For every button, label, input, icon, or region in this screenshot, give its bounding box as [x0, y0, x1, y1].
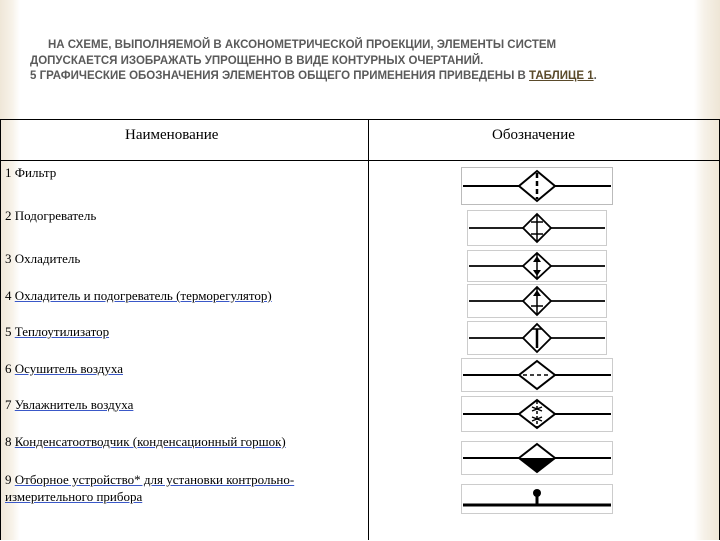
table-header-divider	[0, 160, 720, 161]
row-number: 7	[5, 397, 12, 412]
header-line-1: НА СХЕМЕ, ВЫПОЛНЯЕМОЙ В АКСОНОМЕТРИЧЕСКОЙ ПРОЕКЦИИ, ЭЛЕМЕНТЫ СИСТЕМ	[48, 39, 557, 51]
row-number: 2	[5, 208, 12, 223]
table-row-3	[5, 250, 365, 267]
row-label: Осушитель воздуха	[14, 361, 123, 376]
table-row-5	[5, 323, 365, 340]
row-number: 8	[5, 434, 12, 449]
header-line-3-text: 5 ГРАФИЧЕСКИЕ ОБОЗНАЧЕНИЯ ЭЛЕМЕНТОВ ОБЩЕГО ПРИМЕНЕНИЯ ПРИВЕДЕНЫ В	[30, 70, 530, 82]
steam-trap-symbol-icon	[461, 441, 613, 475]
table-row-2	[5, 207, 365, 224]
row-label: Подогреватель	[14, 208, 97, 223]
row-label: Теплоутилизатор	[14, 324, 110, 339]
heat-recovery-symbol-icon	[467, 321, 607, 355]
cooler-symbol-icon	[467, 250, 607, 282]
table-reference-link[interactable]: ТАБЛИЦЕ 1	[529, 70, 594, 82]
column-header-symbol: Обозначение	[492, 127, 575, 143]
row-label: Конденсатоотводчик (конденсационный горшок)	[14, 434, 286, 449]
row-number: 1	[5, 165, 12, 180]
table-row-1	[5, 164, 365, 181]
table-row-6	[5, 360, 365, 377]
row-number: 5	[5, 324, 12, 339]
slide-header	[30, 38, 690, 85]
row-label: Фильтр	[14, 165, 57, 180]
row-number: 6	[5, 361, 12, 376]
humidifier-symbol-icon	[461, 396, 613, 432]
dehumidifier-symbol-icon	[461, 358, 613, 392]
thermoregulator-symbol-icon	[467, 284, 607, 318]
row-label-line-1: Отборное устройство* для установки контрольно-	[14, 472, 295, 487]
row-label: Увлажнитель воздуха	[14, 397, 134, 412]
row-number: 3	[5, 251, 12, 266]
table-column-divider	[368, 119, 369, 540]
row-label-line-2: измерительного прибора	[5, 489, 143, 504]
header-line-3-end: .	[593, 70, 597, 82]
row-label: Охладитель и подогреватель (терморегулятор)	[14, 288, 272, 303]
table-border-left	[0, 119, 1, 540]
header-line-2: ДОПУСКАЕТСЯ ИЗОБРАЖАТЬ УПРОЩЕННО В ВИДЕ КОНТУРНЫХ ОЧЕРТАНИЙ.	[30, 54, 484, 67]
filter-symbol-icon	[461, 167, 613, 205]
column-header-name: Наименование	[125, 127, 219, 143]
sampling-device-symbol-icon	[461, 484, 613, 514]
table-row-8	[5, 433, 365, 450]
row-label: Охладитель	[14, 251, 81, 266]
row-number: 4	[5, 288, 12, 303]
table-row-7	[5, 396, 365, 413]
table-row-4	[5, 287, 365, 304]
row-number: 9	[5, 472, 12, 487]
heater-symbol-icon	[467, 210, 607, 246]
header-line-3	[30, 69, 690, 85]
table-row-9	[5, 471, 365, 505]
